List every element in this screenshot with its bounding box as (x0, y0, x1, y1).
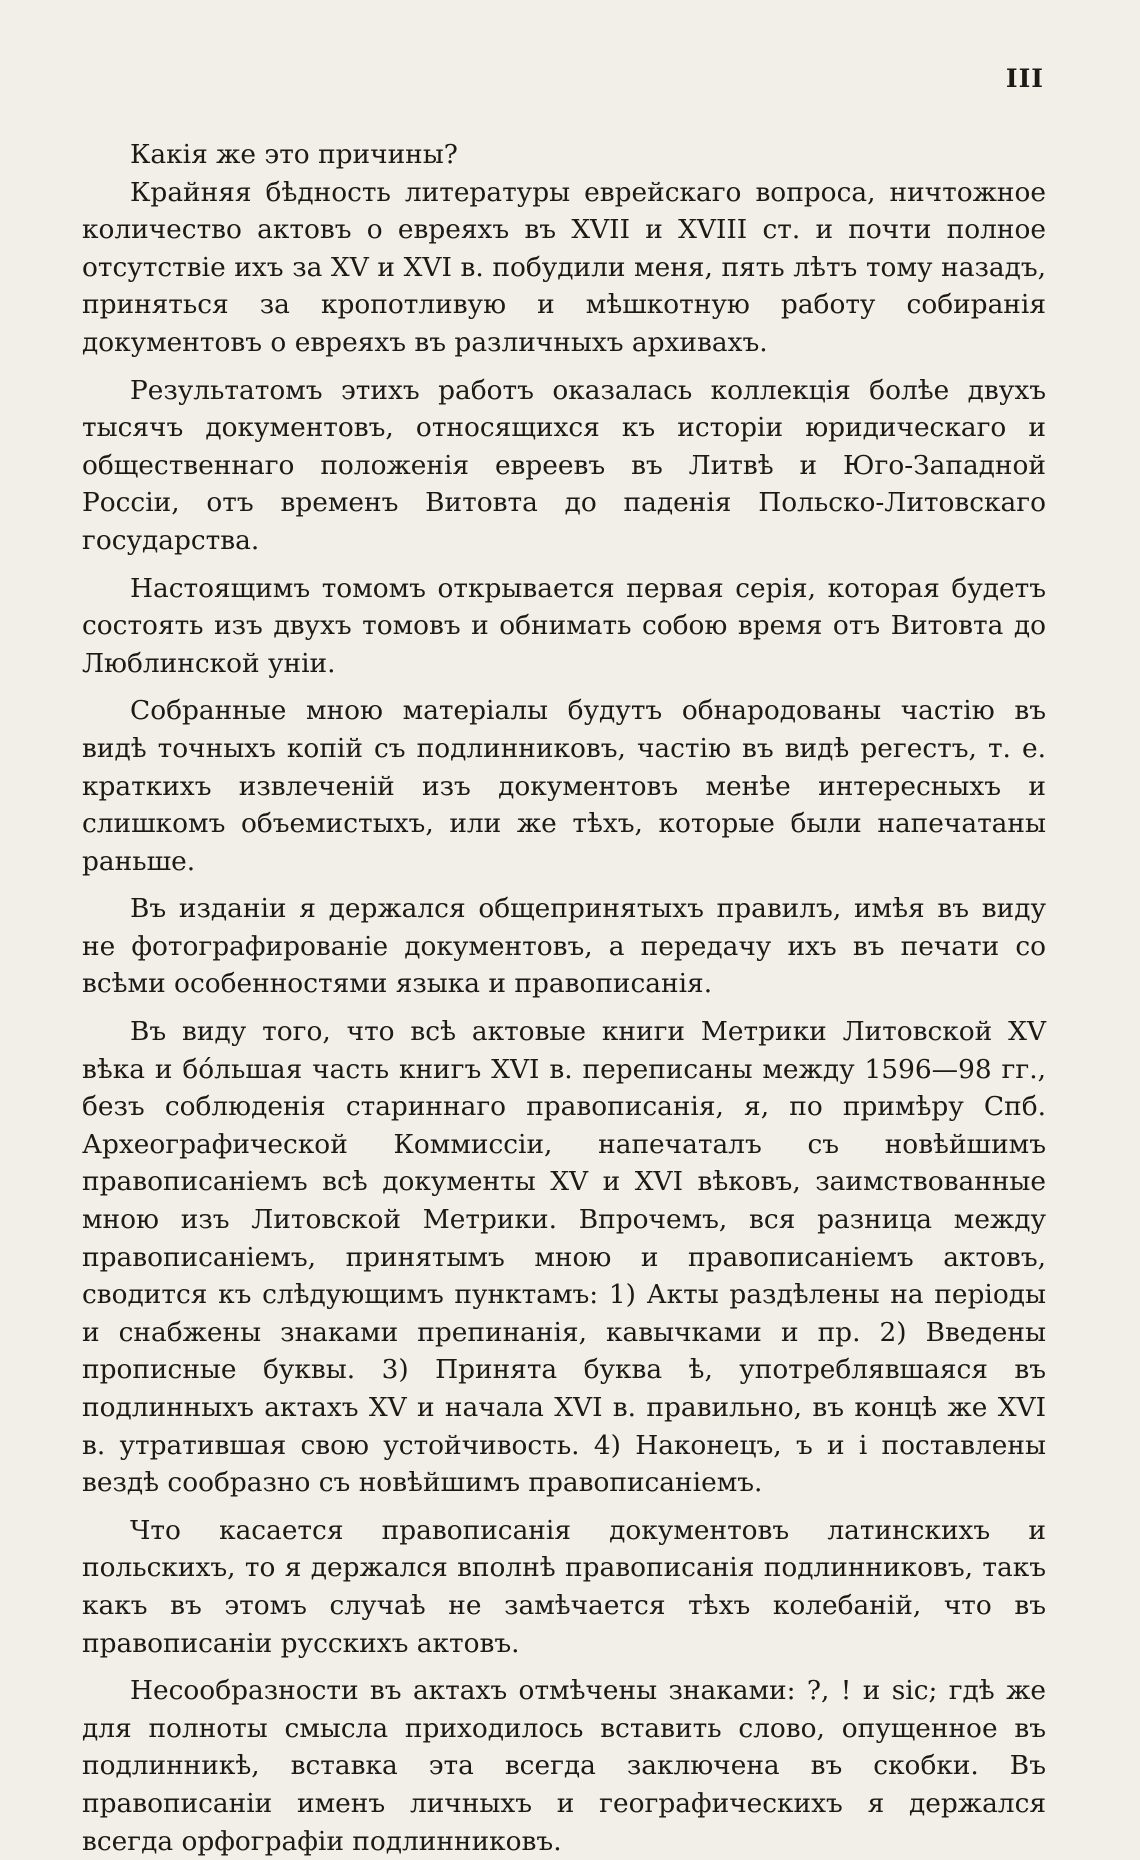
body-text (82, 136, 1046, 1860)
paragraph-edition-rules: Въ изданіи я держался общепринятыхъ правилъ, имѣя въ виду не фотографированіе документовъ, а передачу ихъ въ печати со всѣми особенностями языка и правописанія. (82, 893, 1046, 1000)
paragraph-materials: Собранные мною матеріалы будутъ обнародованы частію въ видѣ точныхъ копій съ подлинниковъ, частію въ видѣ регестъ, т. е. краткихъ извлеченій изъ документовъ менѣе интересныхъ и слишкомъ объемистыхъ, или же тѣхъ, которые были напечатаны раньше. (82, 695, 1046, 877)
paragraph-collection: Результатомъ этихъ работъ оказалась коллекція болѣе двухъ тысячъ документовъ, относящихся къ исторіи юридическаго и общественнаго положенія евреевъ въ Литвѣ и Юго-Западной Россіи, отъ временъ Витовта до паденія Польско-Литовскаго государства. (82, 374, 1046, 556)
paragraph-latin-polish: Что касается правописанія документовъ латинскихъ и польскихъ, то я держался вполнѣ правописанія подлинниковъ, такъ какъ въ этомъ случаѣ не замѣчается тѣхъ колебаній, что въ правописаніи русскихъ актовъ. (82, 1514, 1046, 1659)
paragraph-question: Какія же это причины? (130, 139, 458, 170)
page-number: III (1005, 64, 1044, 93)
paragraph-orthography: Въ виду того, что всѣ актовые книги Метрики Литовской XV вѣка и бóльшая часть книгъ XVI в. переписаны между 1596—98 гг., безъ соблюденія стариннаго правописанія, я, по примѣру Спб. Археографической Коммиссіи, напечаталъ съ новѣйшимъ правописаніемъ всѣ документы XV и XVI вѣковъ, заимствованные мною изъ Литовской Метрики. Впрочемъ, вся разница между правописаніемъ, принятымъ мною и правописаніемъ актовъ, сводится къ слѣдующимъ пунктамъ: 1) Акты раздѣлены на періоды и снабжены знаками препинанія, кавычками и пр. 2) Введены прописные буквы. 3) Принята буква ѣ, употреблявшаяся въ подлинныхъ актахъ XV и начала XVI в. правильно, въ концѣ же XVI в. утратившая свою устойчивость. 4) Наконецъ, ъ и і поставлены вездѣ сообразно съ новѣйшимъ правописаніемъ. (82, 1016, 1046, 1499)
paragraph-inconsistencies: Несообразности въ актахъ отмѣчены знаками: ?, ! и sic; гдѣ же для полноты смысла приходилось вставить слово, опущенное въ подлинникѣ, вставка эта всегда заключена въ скобки. Въ правописаніи именъ личныхъ и географическихъ я держался всегда орфографіи подлинниковъ. (82, 1675, 1046, 1857)
paragraph-first-series: Настоящимъ томомъ открывается первая серія, которая будетъ состоять изъ двухъ томовъ и обнимать собою время отъ Витовта до Люблинской уніи. (82, 572, 1046, 679)
paragraph-motivation: Крайняя бѣдность литературы еврейскаго вопроса, ничтожное количество актовъ о евреяхъ въ XVII и XVIII ст. и почти полное отсутствіе ихъ за XV и XVI в. побудили меня, пять лѣтъ тому назадъ, приняться за кропотливую и мѣшкотную работу собиранія документовъ о евреяхъ въ различныхъ архивахъ. (82, 176, 1046, 358)
